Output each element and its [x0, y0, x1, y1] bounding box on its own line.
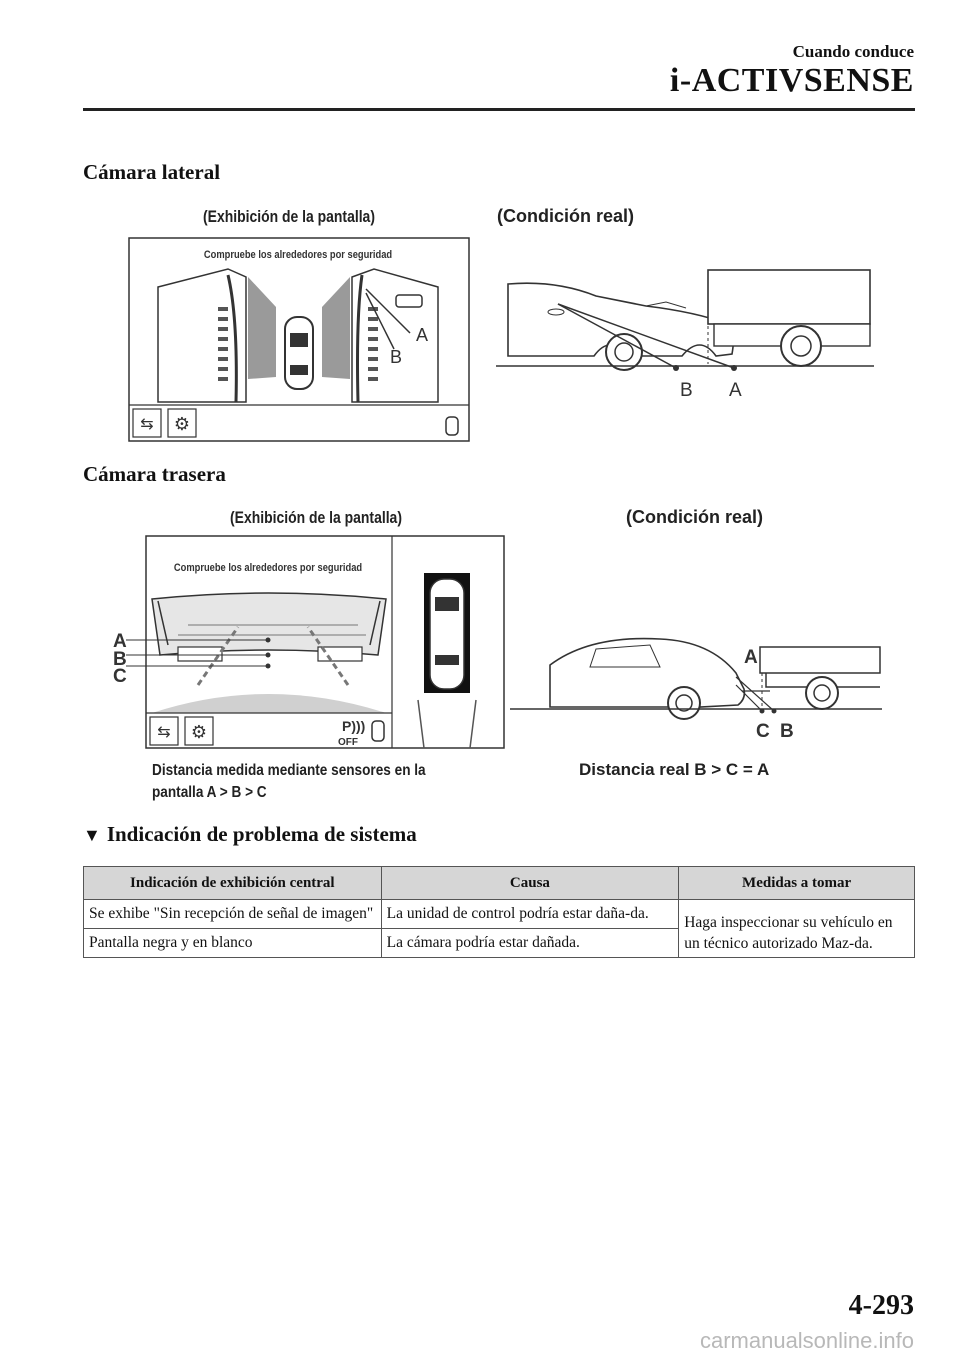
- camera-switch-icon: ⇆: [140, 416, 154, 433]
- problem-section-heading: [83, 822, 417, 847]
- rear-screen-label-b: B: [113, 649, 127, 670]
- parking-sensor-off-label[interactable]: OFF: [338, 737, 358, 748]
- rear-camera-screen-figure: [108, 535, 506, 750]
- action-cell: Haga inspeccionar su vehículo en un técnico autorizado Maz-da.: [679, 900, 915, 958]
- problem-section-title: Indicación de problema de sistema: [106, 822, 417, 846]
- page-number: 4-293: [848, 1290, 914, 1321]
- parking-sensor-icon: P))): [342, 718, 366, 734]
- gear-icon: ⚙: [190, 722, 208, 742]
- section-subtitle: Cuando conduce: [792, 42, 914, 61]
- side-real-label-b: B: [680, 380, 693, 401]
- side-camera-real-figure: [496, 262, 874, 402]
- watermark: carmanualsonline.info: [699, 1328, 914, 1353]
- table-row: [84, 900, 915, 929]
- rear-screen-note-line1: Distancia medida mediante sensores en la: [152, 762, 426, 779]
- rear-real-caption: (Condición real): [626, 507, 764, 527]
- row1-display: Se exhibe "Sin recepción de señal de imagen": [84, 900, 382, 929]
- rear-camera-heading: Cámara trasera: [83, 462, 226, 486]
- side-screen-label-b: B: [390, 347, 403, 367]
- side-real-label-a: A: [729, 380, 742, 401]
- header-divider: [83, 108, 915, 111]
- column-header-display: Indicación de exhibición central: [84, 867, 382, 900]
- rear-screen-caption: (Exhibición de la pantalla): [230, 508, 402, 527]
- column-header-action: Medidas a tomar: [679, 867, 915, 900]
- rear-screen-label-c: C: [113, 666, 127, 687]
- side-screen-message: Compruebe los alrededores por seguridad: [203, 249, 393, 262]
- triangle-down-icon: ▼: [83, 825, 101, 845]
- side-screen-label-a: A: [416, 325, 429, 345]
- rear-camera-real-figure: [510, 625, 882, 743]
- column-header-cause: Causa: [381, 867, 679, 900]
- side-real-caption: (Condición real): [497, 206, 635, 226]
- rear-real-label-b: B: [780, 721, 794, 742]
- camera-switch-icon: ⇆: [157, 724, 171, 741]
- problem-table: [83, 866, 915, 958]
- section-title: i-ACTIVSENSE: [669, 62, 914, 99]
- rear-real-label-a: A: [744, 647, 758, 668]
- row1-cause: La unidad de control podría estar daña-da.: [381, 900, 679, 929]
- rear-screen-note-line2: pantalla A > B > C: [152, 784, 267, 801]
- rear-screen-label-a: A: [113, 631, 127, 652]
- row2-cause: La cámara podría estar dañada.: [381, 929, 679, 958]
- rear-real-note: Distancia real B > C = A: [579, 760, 770, 779]
- rear-real-label-c: C: [756, 721, 770, 742]
- side-screen-caption: (Exhibición de la pantalla): [203, 207, 375, 226]
- rear-screen-note: [152, 760, 426, 804]
- side-camera-heading: Cámara lateral: [83, 160, 221, 184]
- side-camera-screen-figure: [128, 237, 470, 442]
- table-header-row: [84, 867, 915, 900]
- gear-icon: ⚙: [173, 414, 191, 434]
- rear-screen-message: Compruebe los alrededores por seguridad: [173, 562, 363, 575]
- row2-display: Pantalla negra y en blanco: [84, 929, 382, 958]
